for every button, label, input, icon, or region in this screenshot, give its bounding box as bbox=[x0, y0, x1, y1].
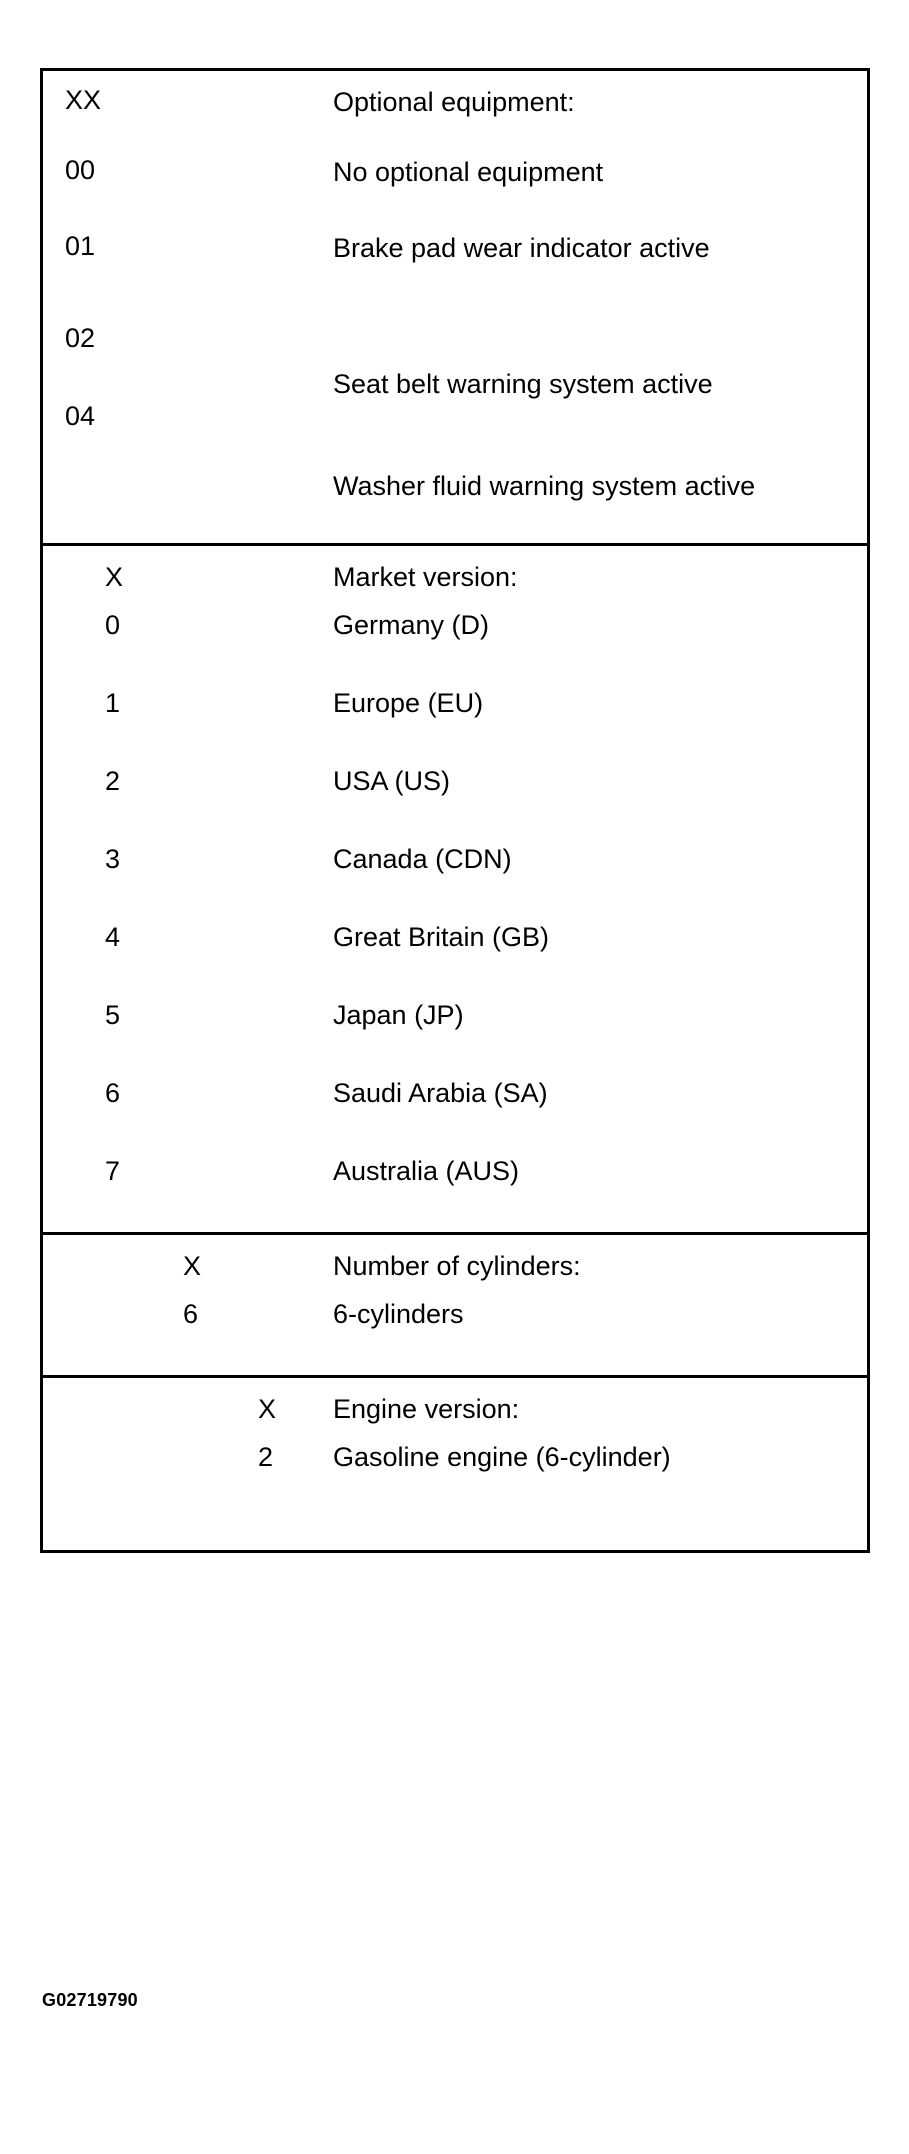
table-row bbox=[43, 1440, 867, 1550]
optional-equipment-desc-01: Brake pad wear indicator active bbox=[333, 233, 710, 263]
figure-id: G02719790 bbox=[42, 1990, 138, 2010]
market-version-desc-5: Japan (JP) bbox=[333, 1000, 464, 1030]
optional-equipment-code-04: 04 bbox=[65, 401, 96, 431]
optional-equipment-code-00: 00 bbox=[65, 155, 96, 185]
vin-decoder-table bbox=[40, 68, 908, 1553]
market-version-desc-4: Great Britain (GB) bbox=[333, 922, 550, 952]
optional-equipment-header-code: XX bbox=[65, 85, 102, 115]
market-version-desc-0: Germany (D) bbox=[333, 610, 490, 640]
table-row bbox=[43, 998, 867, 1076]
market-version-header-label: Market version: bbox=[333, 562, 518, 592]
table-row bbox=[43, 920, 867, 998]
cylinders-header-label: Number of cylinders: bbox=[333, 1251, 581, 1281]
table-outer-border bbox=[40, 68, 870, 1553]
market-version-code-6: 6 bbox=[105, 1078, 121, 1108]
table-row bbox=[43, 1297, 867, 1375]
optional-equipment-code-01: 01 bbox=[65, 231, 96, 261]
table-row bbox=[43, 1076, 867, 1154]
section-engine-version bbox=[43, 1378, 867, 1550]
market-version-desc-6: Saudi Arabia (SA) bbox=[333, 1078, 548, 1108]
market-version-code-3: 3 bbox=[105, 844, 121, 874]
market-version-code-0: 0 bbox=[105, 610, 121, 640]
market-version-code-1: 1 bbox=[105, 688, 121, 718]
market-version-header-code: X bbox=[105, 562, 124, 592]
table-row bbox=[43, 1235, 867, 1297]
engine-version-header-code: X bbox=[258, 1394, 277, 1424]
engine-version-header-label: Engine version: bbox=[333, 1394, 520, 1424]
market-version-code-2: 2 bbox=[105, 766, 121, 796]
cylinders-desc-6: 6-cylinders bbox=[333, 1299, 464, 1329]
table-row bbox=[43, 686, 867, 764]
section-number-of-cylinders bbox=[43, 1235, 867, 1378]
section-market-version bbox=[43, 546, 867, 1235]
table-row bbox=[43, 842, 867, 920]
market-version-desc-2: USA (US) bbox=[333, 766, 451, 796]
market-version-code-4: 4 bbox=[105, 922, 121, 952]
table-row bbox=[43, 608, 867, 686]
cylinders-header-code: X bbox=[183, 1251, 202, 1281]
optional-equipment-desc-04: Washer fluid warning system active bbox=[333, 471, 756, 501]
section-optional-equipment bbox=[43, 71, 867, 546]
table-row bbox=[43, 764, 867, 842]
market-version-code-7: 7 bbox=[105, 1156, 121, 1186]
table-row bbox=[43, 546, 867, 608]
optional-equipment-desc-00: No optional equipment bbox=[333, 157, 604, 187]
table-row bbox=[43, 1378, 867, 1440]
optional-equipment-code-02: 02 bbox=[65, 323, 96, 353]
market-version-code-5: 5 bbox=[105, 1000, 121, 1030]
optional-equipment-desc-02: Seat belt warning system active bbox=[333, 369, 713, 399]
table-row bbox=[43, 1154, 867, 1232]
market-version-desc-7: Australia (AUS) bbox=[333, 1156, 520, 1186]
market-version-desc-1: Europe (EU) bbox=[333, 688, 484, 718]
cylinders-code-6: 6 bbox=[183, 1299, 199, 1329]
market-version-desc-3: Canada (CDN) bbox=[333, 844, 512, 874]
engine-version-desc-2: Gasoline engine (6-cylinder) bbox=[333, 1442, 671, 1472]
optional-equipment-block bbox=[43, 71, 867, 543]
optional-equipment-header-label: Optional equipment: bbox=[333, 87, 575, 117]
engine-version-code-2: 2 bbox=[258, 1442, 274, 1472]
